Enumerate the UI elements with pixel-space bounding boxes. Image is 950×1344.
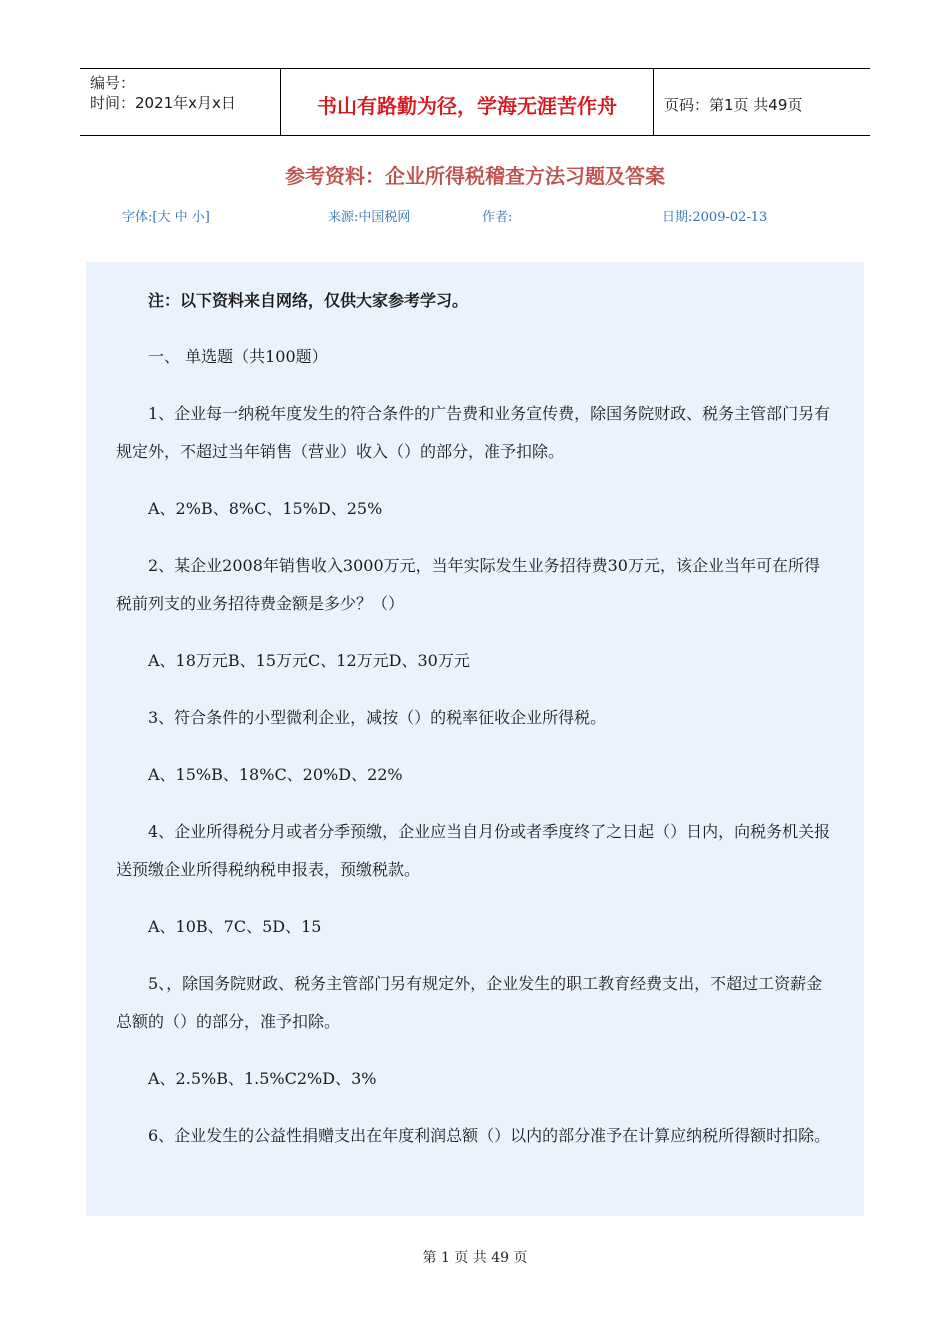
options-3: A、15%B、18%C、20%D、22%: [148, 765, 403, 784]
time-label: 时间：2021年x月x日: [90, 94, 236, 112]
header-motto: 书山有路勤为径，学海无涯苦作舟: [281, 69, 654, 135]
options-5: A、2.5%B、1.5%C2%D、3%: [148, 1069, 377, 1088]
question-5: 5、，除国务院财政、税务主管部门另有规定外，企业发生的职工教育经费支出，不超过工资薪金总额的（）的部分，准予扣除。: [116, 974, 823, 1031]
article-author: 作者:: [482, 210, 513, 225]
options-2: A、18万元B、15万元C、12万元D、30万元: [148, 651, 470, 670]
article-title: 参考资料：企业所得税稽查方法习题及答案: [285, 164, 665, 188]
article-content: [86, 262, 864, 1216]
question-2: 2、某企业2008年销售收入3000万元，当年实际发生业务招待费30万元，该企业当年可在所得税前列支的业务招待费金额是多少？（）: [116, 556, 820, 613]
serial-number-label: 编号：: [90, 74, 136, 92]
page-footer: 第 1 页 共 49 页: [422, 1250, 528, 1266]
question-6: 6、企业发生的公益性捐赠支出在年度利润总额（）以内的部分准予在计算应纳税所得额时扣除。: [148, 1126, 831, 1145]
question-1: 1、企业每一纳税年度发生的符合条件的广告费和业务宣传费，除国务院财政、税务主管部门另有规定外，不超过当年销售（营业）收入（）的部分，准予扣除。: [116, 404, 831, 461]
question-4: 4、企业所得税分月或者分季预缴，企业应当自月份或者季度终了之日起（）日内，向税务机关报送预缴企业所得税纳税申报表，预缴税款。: [116, 822, 831, 879]
article-date: 日期:2009-02-13: [662, 210, 768, 225]
document-header: [80, 68, 870, 136]
header-left-cell: [80, 69, 281, 135]
question-3: 3、符合条件的小型微利企业，减按（）的税率征收企业所得税。: [148, 708, 607, 727]
article-source: 来源:中国税网: [328, 210, 411, 225]
options-4: A、10B、7C、5D、15: [148, 917, 322, 936]
options-1: A、2%B、8%C、15%D、25%: [148, 499, 383, 518]
font-size-selector[interactable]: 字体:[大 中 小]: [122, 210, 210, 225]
section-heading: 一、 单选题（共100题）: [148, 347, 328, 366]
header-page-info: 页码：第1页 共49页: [664, 95, 803, 114]
disclaimer-note: 注：以下资料来自网络，仅供大家参考学习。: [148, 291, 469, 310]
